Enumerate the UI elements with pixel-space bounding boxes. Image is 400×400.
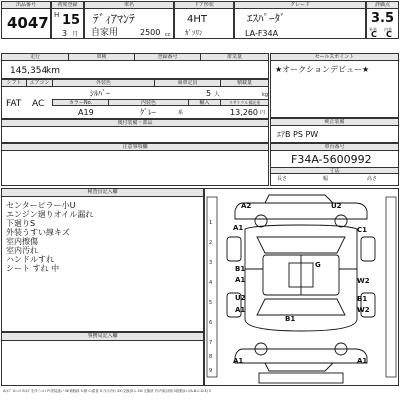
recycle-fee-value: 13,260: [230, 108, 258, 117]
office-label: 事務局記入欄: [2, 333, 203, 341]
usage-type: 自家用: [91, 28, 119, 38]
damage-g-center: G: [315, 261, 321, 269]
damage-a2-top: A2: [241, 202, 252, 210]
recycle-fee-label: リサイクル預託金: [220, 99, 268, 106]
registration-number-label: 登録番号: [134, 54, 200, 61]
car-diagram: [205, 189, 398, 385]
score-cell: [366, 1, 399, 39]
side-number-left: 6: [209, 320, 213, 326]
lot-label: 出品番号: [2, 2, 50, 9]
sales-point-text: ★オークションデビュー★: [275, 65, 370, 74]
after-parts-box: [1, 119, 269, 143]
inspector-box: [1, 188, 204, 332]
capacity-unit: 人: [214, 91, 221, 98]
grade-name: ｴｽﾊﾟｰﾀﾞ: [247, 12, 286, 25]
month-unit: 月: [72, 31, 79, 38]
shift-label: シフト: [2, 80, 26, 87]
inspector-label: 検査員記入欄: [2, 189, 203, 197]
displacement-label: 排気量: [200, 54, 268, 61]
interior-grade-label: 内装: [384, 27, 392, 32]
door-type: 4HT: [187, 14, 207, 25]
doors-label: ドア形状: [175, 2, 233, 9]
registration-year: 15: [62, 13, 81, 28]
spec-row: [1, 79, 269, 119]
height-label: 高さ: [367, 176, 378, 182]
side-number-left: 2: [209, 240, 213, 246]
damage-a1-left: A1: [233, 224, 244, 232]
width-label: 幅: [323, 176, 329, 182]
era-prefix: H: [54, 11, 60, 19]
inspector-note: 室内擦傷: [6, 237, 38, 246]
doors-cell: [174, 1, 234, 39]
exterior-color-label: 外装色: [52, 80, 154, 87]
chassis-label: 車台番号: [271, 144, 398, 151]
interior-color-value: ｸﾞﾚｰ: [140, 108, 156, 117]
dims-label: 寸法: [271, 167, 398, 174]
inspector-note: 外装うすい線キズ: [6, 228, 70, 237]
side-number-left: 3: [209, 260, 213, 266]
after-parts-label: 後付装備・部品: [2, 120, 268, 127]
sales-point-label: セールスポイント: [271, 54, 398, 61]
shift-value: FAT: [6, 99, 22, 109]
exterior-grade: C: [371, 30, 377, 39]
score-label: 評価点: [367, 2, 398, 9]
loading-unit: kg: [262, 92, 269, 98]
inspector-note: 室内汚れ: [6, 246, 38, 255]
side-number-left: 8: [209, 354, 213, 360]
side-number-left: 1: [209, 220, 213, 226]
damage-legend: A:ｷｽﾞ U:ﾍｺﾐ B:ｷｽﾞを伴うﾍｺﾐ P:塗装違い W:補修跡 S:錆 C:腐食 X:ｱ(ﾅ)ｺｳｶﾝ XX:交換済み XX:交換済 内:内装評価 5段階(ｷﾚｲ(A-B-C-D-E) E: [3, 389, 212, 393]
registration-month: 3: [62, 29, 68, 38]
mileage-label: 走行: [2, 54, 68, 61]
office-box: [1, 332, 204, 386]
car-name-label: 車名: [85, 2, 173, 9]
mileage-row: [1, 53, 269, 79]
recycle-fee-unit: 円: [260, 110, 266, 116]
notes-box: [1, 143, 269, 186]
color-no-label: カラーNo.: [52, 99, 108, 106]
exterior-grade-label: 外装: [369, 27, 377, 32]
car-name-cell: [84, 1, 174, 39]
damage-a1-left2: A1: [235, 276, 246, 284]
inspector-note: センターピラー小U: [6, 201, 76, 210]
fuel-type: ｶﾞｿﾘﾝ: [185, 29, 203, 37]
lot-cell: [1, 1, 51, 39]
damage-a1-bottom-left: A1: [233, 357, 244, 365]
equipment-value: ｴｱB PS PW: [277, 130, 319, 139]
damage-b1-bottom: B1: [285, 315, 296, 323]
inspector-note: シート すれ 中: [6, 264, 60, 273]
length-label: 長さ: [277, 176, 288, 182]
grade-label: グレード: [235, 2, 365, 9]
damage-w2-right2: W2: [357, 306, 370, 314]
era-label: 初度登録: [52, 2, 83, 9]
capacity-value: 5: [206, 89, 212, 98]
damage-b1-left: B1: [235, 265, 246, 273]
side-number-left: 9: [209, 368, 213, 374]
aircon-value: AC: [32, 99, 45, 109]
chassis-box: [270, 143, 399, 186]
import-label: 輸入: [188, 99, 220, 106]
car-diagram-box: [204, 188, 399, 386]
damage-b1-right: B1: [357, 295, 368, 303]
car-name: ﾃﾞｨｱﾏﾝﾃ: [93, 12, 136, 26]
capacity-label: 乗車定員: [154, 80, 220, 87]
equipment-box: [270, 118, 399, 143]
side-number-left: 5: [209, 300, 213, 306]
color-no-value: A19: [78, 108, 94, 117]
lot-number: 4047: [7, 14, 49, 32]
side-number-left: 7: [209, 340, 213, 346]
side-number-left: 4: [209, 280, 213, 286]
engine-cc: 2500: [140, 28, 161, 37]
damage-u2-top: U2: [331, 202, 342, 210]
exterior-color-value: ｼﾙﾊﾞｰ: [90, 89, 110, 98]
mileage-value: 145,354: [10, 66, 48, 76]
era-cell: [51, 1, 84, 39]
interior-grade: C: [386, 30, 392, 39]
aircon-label: エアコン: [26, 80, 52, 87]
damage-a1-bottom-right: A1: [357, 357, 368, 365]
inspector-note: 下廻りS: [6, 219, 36, 228]
auction-score: 3.5: [371, 11, 395, 26]
mileage-unit: km: [46, 66, 60, 76]
damage-a1-left3: A1: [235, 306, 246, 314]
interior-color-suffix: 系: [178, 110, 184, 116]
damage-u2-left: U2: [235, 294, 246, 302]
cc-unit: cc: [165, 32, 171, 38]
interior-color-label: 内装色: [108, 99, 188, 106]
inspector-note: ハンドルすれ: [6, 255, 54, 264]
chassis-number: F34A-5600992: [291, 153, 372, 166]
loading-label: 積載量: [220, 80, 268, 87]
inspector-note: エンジン廻りオイル漏れ: [6, 210, 94, 219]
grade-cell: [234, 1, 366, 39]
notes-label: 注意事項欄: [2, 144, 268, 151]
damage-c1-right: C1: [357, 226, 368, 234]
sales-point-box: [270, 53, 399, 118]
inspection-label: 車検: [68, 54, 134, 61]
model-code: LA-F34A: [245, 29, 279, 38]
damage-w2-right: W2: [357, 277, 370, 285]
equipment-label: 純正装備: [271, 119, 398, 126]
